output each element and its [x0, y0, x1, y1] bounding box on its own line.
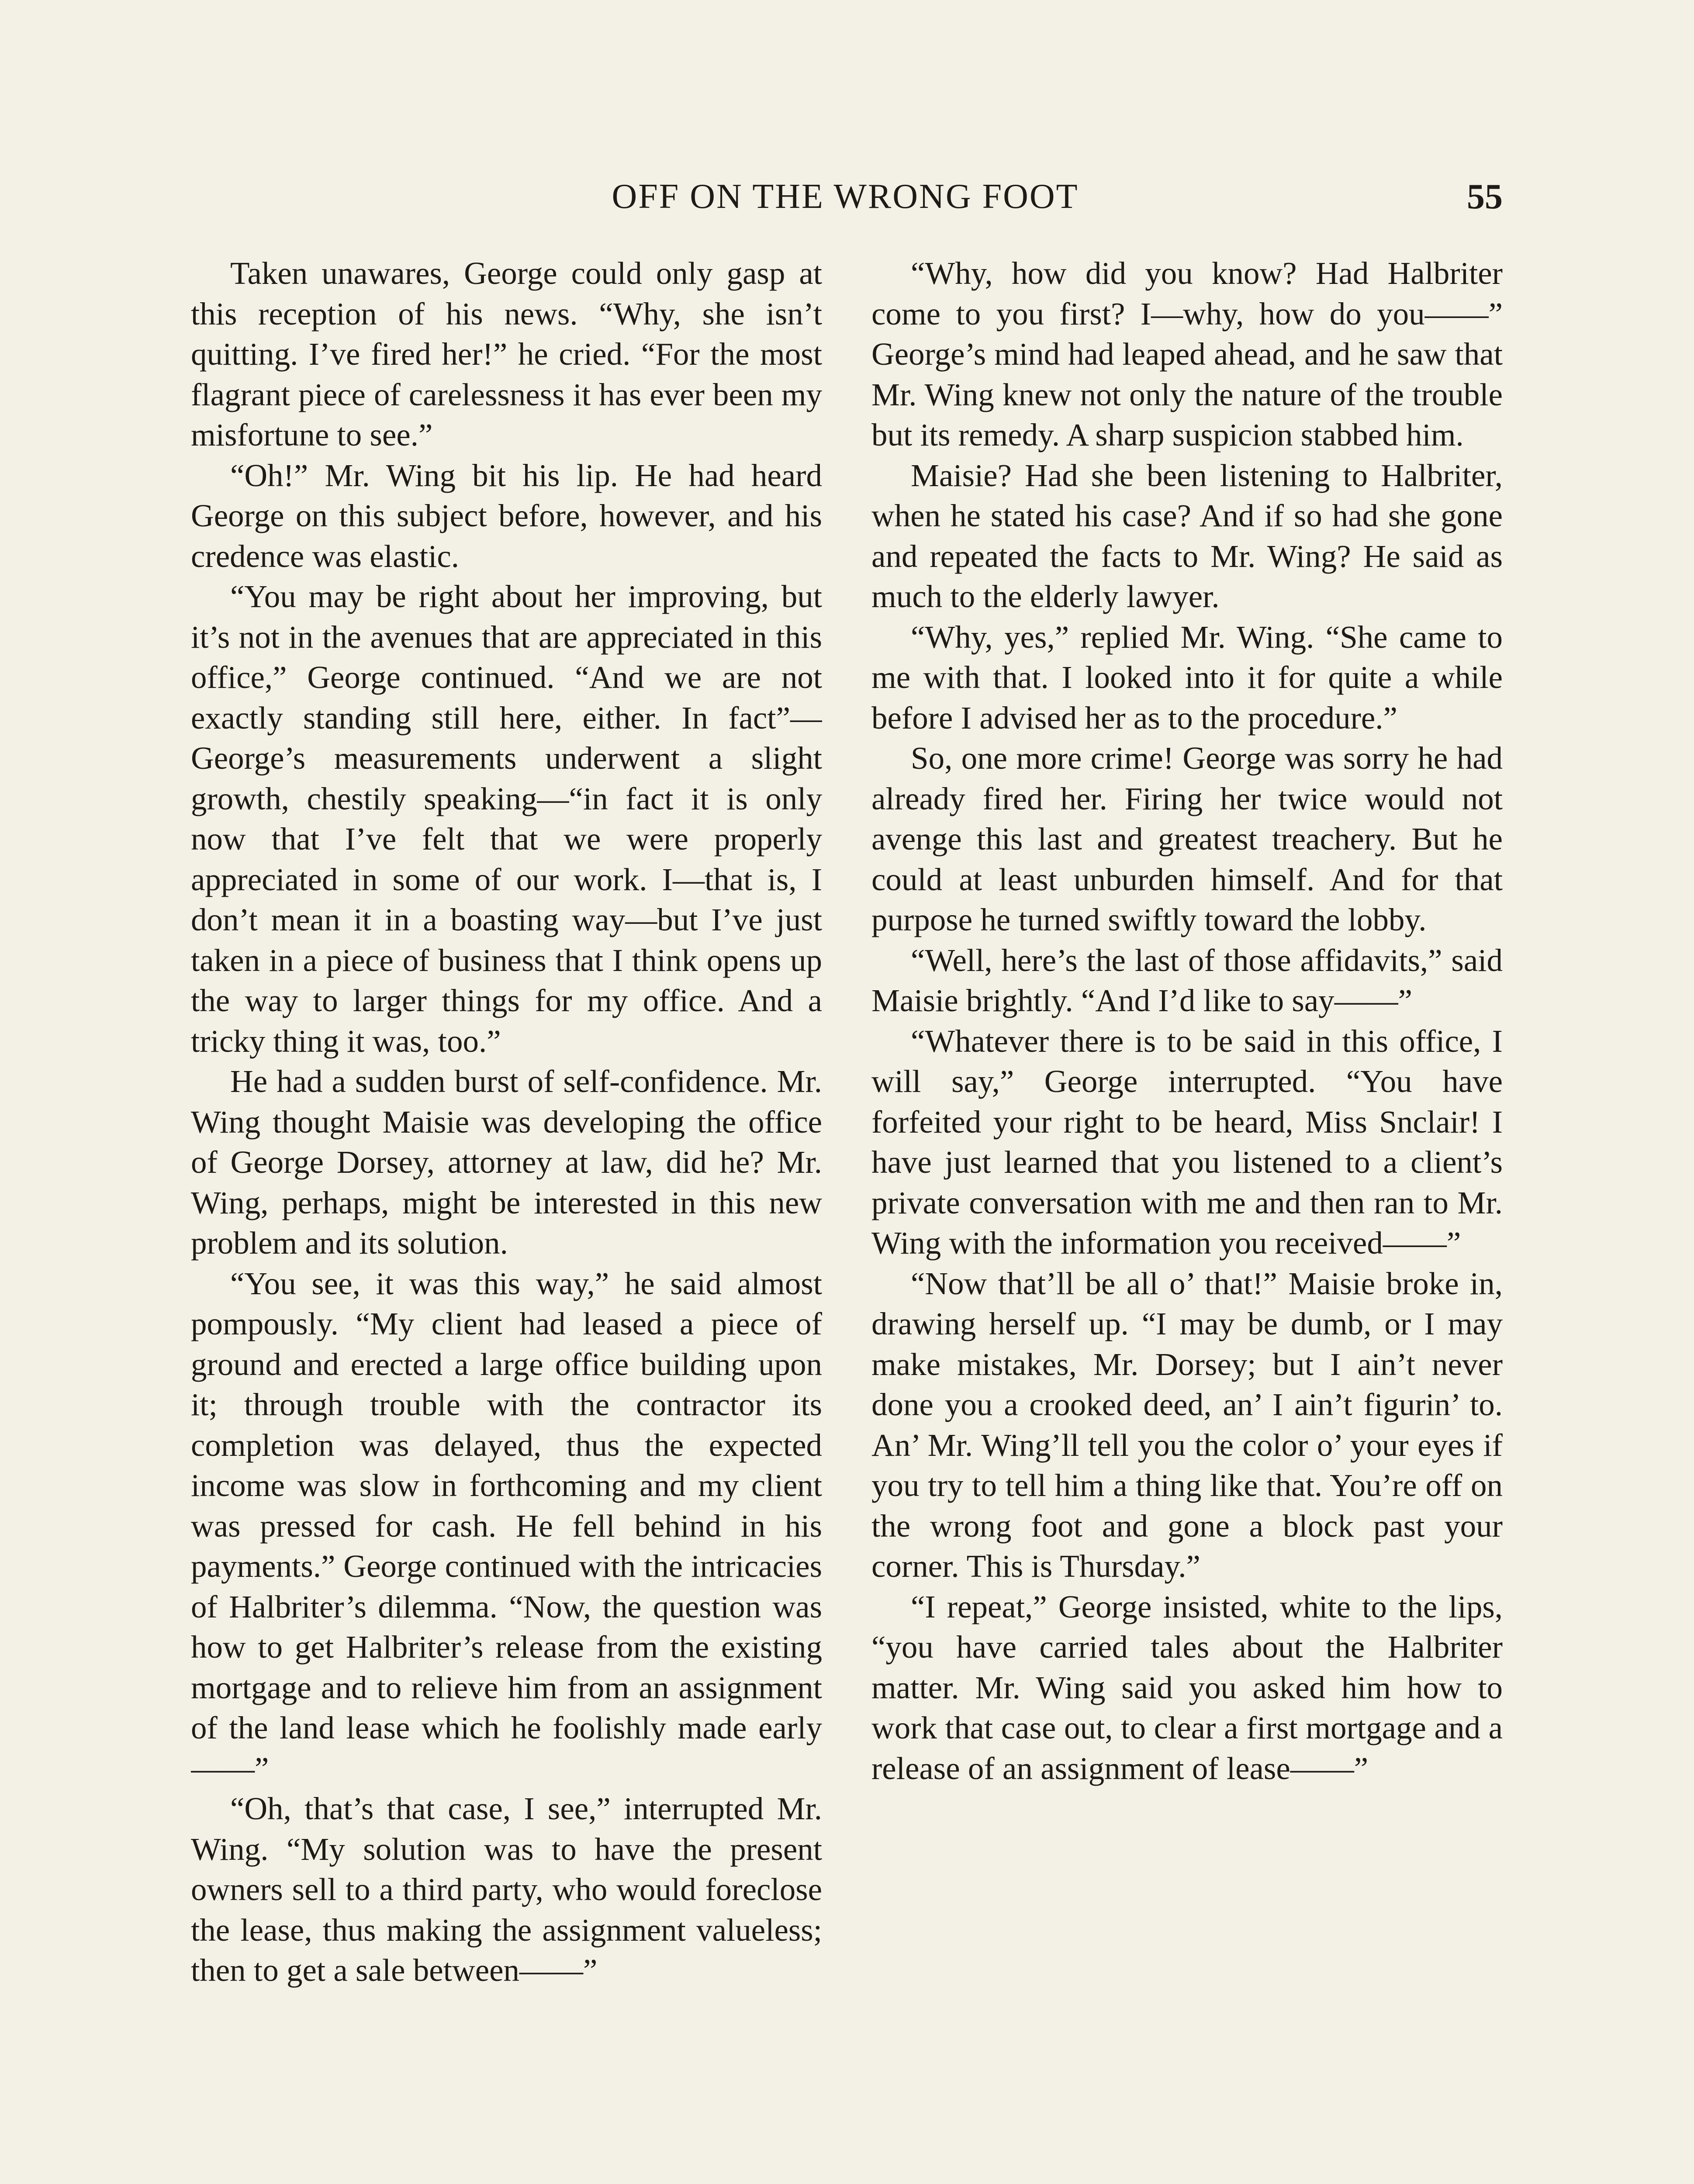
running-title: OFF ON THE WRONG FOOT: [612, 177, 1079, 216]
paragraph: Maisie? Had she been listening to Halbriter, when he stated his case? And if so had she gone and repeated the facts to Mr. Wing? He said as much to the elderly lawyer.: [871, 457, 1503, 614]
paragraph: “Why, yes,” replied Mr. Wing. “She came to me with that. I looked into it for quite a while before I advised her as to the procedure.”: [871, 619, 1503, 736]
paragraph: “I repeat,” George insisted, white to the lips, “you have carried tales about the Halbriter matter. Mr. Wing said you asked him how to work that case out, to clear a first mortgage and a release of an assignment of lease——”: [871, 1589, 1503, 1786]
paragraph: “You may be right about her improving, but it’s not in the avenues that are appreciated in this office,” George continued. “And we are not exactly standing still here, either. In fact”—George’s measurements underwent a slight growth, chestily speaking—“in fact it is only now that I’ve felt that we were properly appreciated in some of our work. I—that is, I don’t mean it in a boasting way—but I’ve just taken in a piece of business that I think opens up the way to larger things for my office. And a tricky thing it was, too.”: [191, 579, 822, 1059]
paragraph: “Whatever there is to be said in this office, I will say,” George interrupted. “You have forfeited your right to be heard, Miss Snclair! I have just learned that you listened to a client’s private conversation with me and then ran to Mr. Wing with the information you received——”: [871, 1023, 1503, 1261]
right-text-column: [871, 253, 1503, 2184]
paragraph: “Oh, that’s that case, I see,” interrupted Mr. Wing. “My solution was to have the present owners sell to a third party, who would foreclose the lease, thus making the assignment valueless; then to get a sale between——”: [191, 1791, 822, 1988]
paragraph: “Well, here’s the last of those affidavits,” said Maisie brightly. “And I’d like to say——”: [871, 942, 1503, 1018]
paragraph: “You see, it was this way,” he said almost pompously. “My client had leased a piece of ground and erected a large office building upon it; through trouble with the contractor its completion was delayed, thus the expected income was slow in forthcoming and my client was pressed for cash. He fell behind in his payments.” George continued with the intricacies of Halbriter’s dilemma. “Now, the question was how to get Halbriter’s release from the existing mortgage and to relieve him from an assignment of the land lease which he foolishly made early——”: [191, 1265, 822, 1786]
paragraph: So, one more crime! George was sorry he had already fired her. Firing her twice would not avenge this last and greatest treachery. But he could at least unburden himself. And for that purpose he turned swiftly toward the lobby.: [871, 740, 1503, 937]
left-text-column: [191, 253, 822, 2184]
page-number: 55: [1467, 176, 1503, 216]
paragraph: “Oh!” Mr. Wing bit his lip. He had heard George on this subject before, however, and his credence was elastic.: [191, 457, 822, 574]
page-header: [188, 173, 1503, 221]
paragraph: “Now that’ll be all o’ that!” Maisie broke in, drawing herself up. “I may be dumb, or I may make mistakes, Mr. Dorsey; but I ain’t never done you a crooked deed, an’ I ain’t figurin’ to. An’ Mr. Wing’ll tell you the color o’ your eyes if you try to tell him a thing like that. You’re off on the wrong foot and gone a block past your corner. This is Thursday.”: [871, 1265, 1503, 1584]
paragraph: Taken unawares, George could only gasp at this reception of his news. “Why, she isn’t quitting. I’ve fired her!” he cried. “For the most flagrant piece of carelessness it has ever been my misfortune to see.”: [191, 256, 822, 453]
paragraph: He had a sudden burst of self-confidence. Mr. Wing thought Maisie was developing the office of George Dorsey, attorney at law, did he? Mr. Wing, perhaps, might be interested in this new problem and its solution.: [191, 1064, 822, 1261]
paragraph: “Why, how did you know? Had Halbriter come to you first? I—why, how do you——” George’s mind had leaped ahead, and he saw that Mr. Wing knew not only the nature of the trouble but its remedy. A sharp suspicion stabbed him.: [871, 256, 1503, 453]
